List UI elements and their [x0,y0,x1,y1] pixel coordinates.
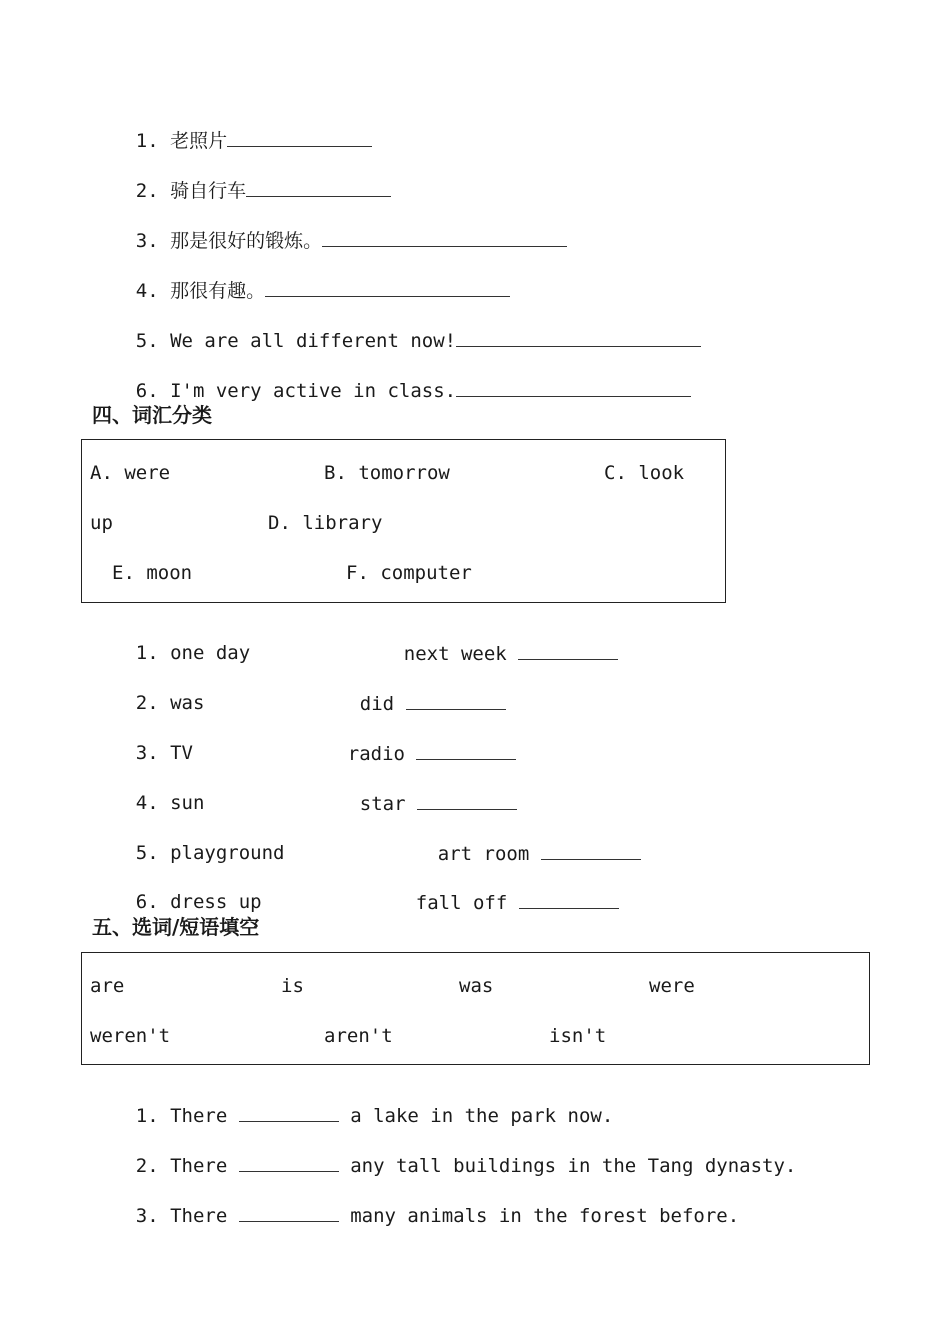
word-is: is [281,975,304,997]
answer-blank[interactable] [239,1153,339,1172]
item-after: a lake in the park now. [350,1105,614,1127]
item-number: 3. [135,1205,159,1227]
item-number: 2. [135,180,159,202]
item-left: playground [170,842,285,864]
item-left: one day [170,642,251,664]
word-werent: weren't [90,1025,171,1047]
item-number: 6. [135,891,159,913]
item-number: 4. [135,280,159,302]
item-left: was [170,692,205,714]
item-right: fall off [415,892,508,914]
answer-blank[interactable] [541,841,641,860]
item-left: sun [170,792,205,814]
classify-item-6-right [370,866,619,939]
answer-blank[interactable] [417,791,517,810]
item-text: 那很有趣。 [170,280,266,302]
item-number: 1. [135,1105,159,1127]
answer-blank[interactable] [456,378,691,397]
item-text: We are all different now! [170,330,457,352]
item-right: radio [347,743,405,765]
option-c-continued: up [90,512,113,534]
word-isnt: isn't [549,1025,607,1047]
option-b: B. tomorrow [324,462,450,484]
item-number: 3. [135,742,159,764]
item-left: dress up [170,891,262,913]
word-arent: aren't [324,1025,393,1047]
item-number: 1. [135,642,159,664]
word-options-box [81,439,726,603]
item-text: 骑自行车 [170,180,247,202]
answer-blank[interactable] [227,128,372,147]
answer-blank[interactable] [416,741,516,760]
option-e: E. moon [112,562,193,584]
word-were: were [649,975,695,997]
option-a: A. were [90,462,171,484]
answer-blank[interactable] [239,1103,339,1122]
answer-blank[interactable] [246,178,391,197]
item-text: 老照片 [170,130,228,152]
section-4-title: 四、词汇分类 [92,403,212,427]
item-number: 4. [135,792,159,814]
answer-blank[interactable] [239,1203,339,1222]
item-number: 2. [135,692,159,714]
word-was: was [459,975,494,997]
item-right: art room [437,843,530,865]
option-f: F. computer [346,562,472,584]
answer-blank[interactable] [518,641,618,660]
item-text: 那是很好的锻炼。 [170,230,323,252]
word-are: are [90,975,125,997]
item-right: star [359,793,406,815]
answer-blank[interactable] [406,691,506,710]
fill-item-3 [90,1179,739,1252]
item-number: 5. [135,842,159,864]
item-number: 3. [135,230,159,252]
item-right: did [359,693,395,715]
item-before: There [170,1155,228,1177]
item-text: I'm very active in class. [170,380,457,402]
answer-blank[interactable] [265,278,510,297]
option-d: D. library [268,512,383,534]
item-left: TV [170,742,193,764]
answer-blank[interactable] [322,228,567,247]
item-after: many animals in the forest before. [350,1205,740,1227]
word-bank-box [81,952,870,1065]
item-number: 2. [135,1155,159,1177]
item-number: 1. [135,130,159,152]
answer-blank[interactable] [519,890,619,909]
item-right: next week [403,643,507,665]
item-number: 6. [135,380,159,402]
answer-blank[interactable] [456,328,701,347]
section-5-title: 五、选词/短语填空 [92,915,260,939]
option-c: C. look [604,462,685,484]
item-number: 5. [135,330,159,352]
item-after: any tall buildings in the Tang dynasty. [350,1155,797,1177]
item-before: There [170,1205,228,1227]
item-before: There [170,1105,228,1127]
